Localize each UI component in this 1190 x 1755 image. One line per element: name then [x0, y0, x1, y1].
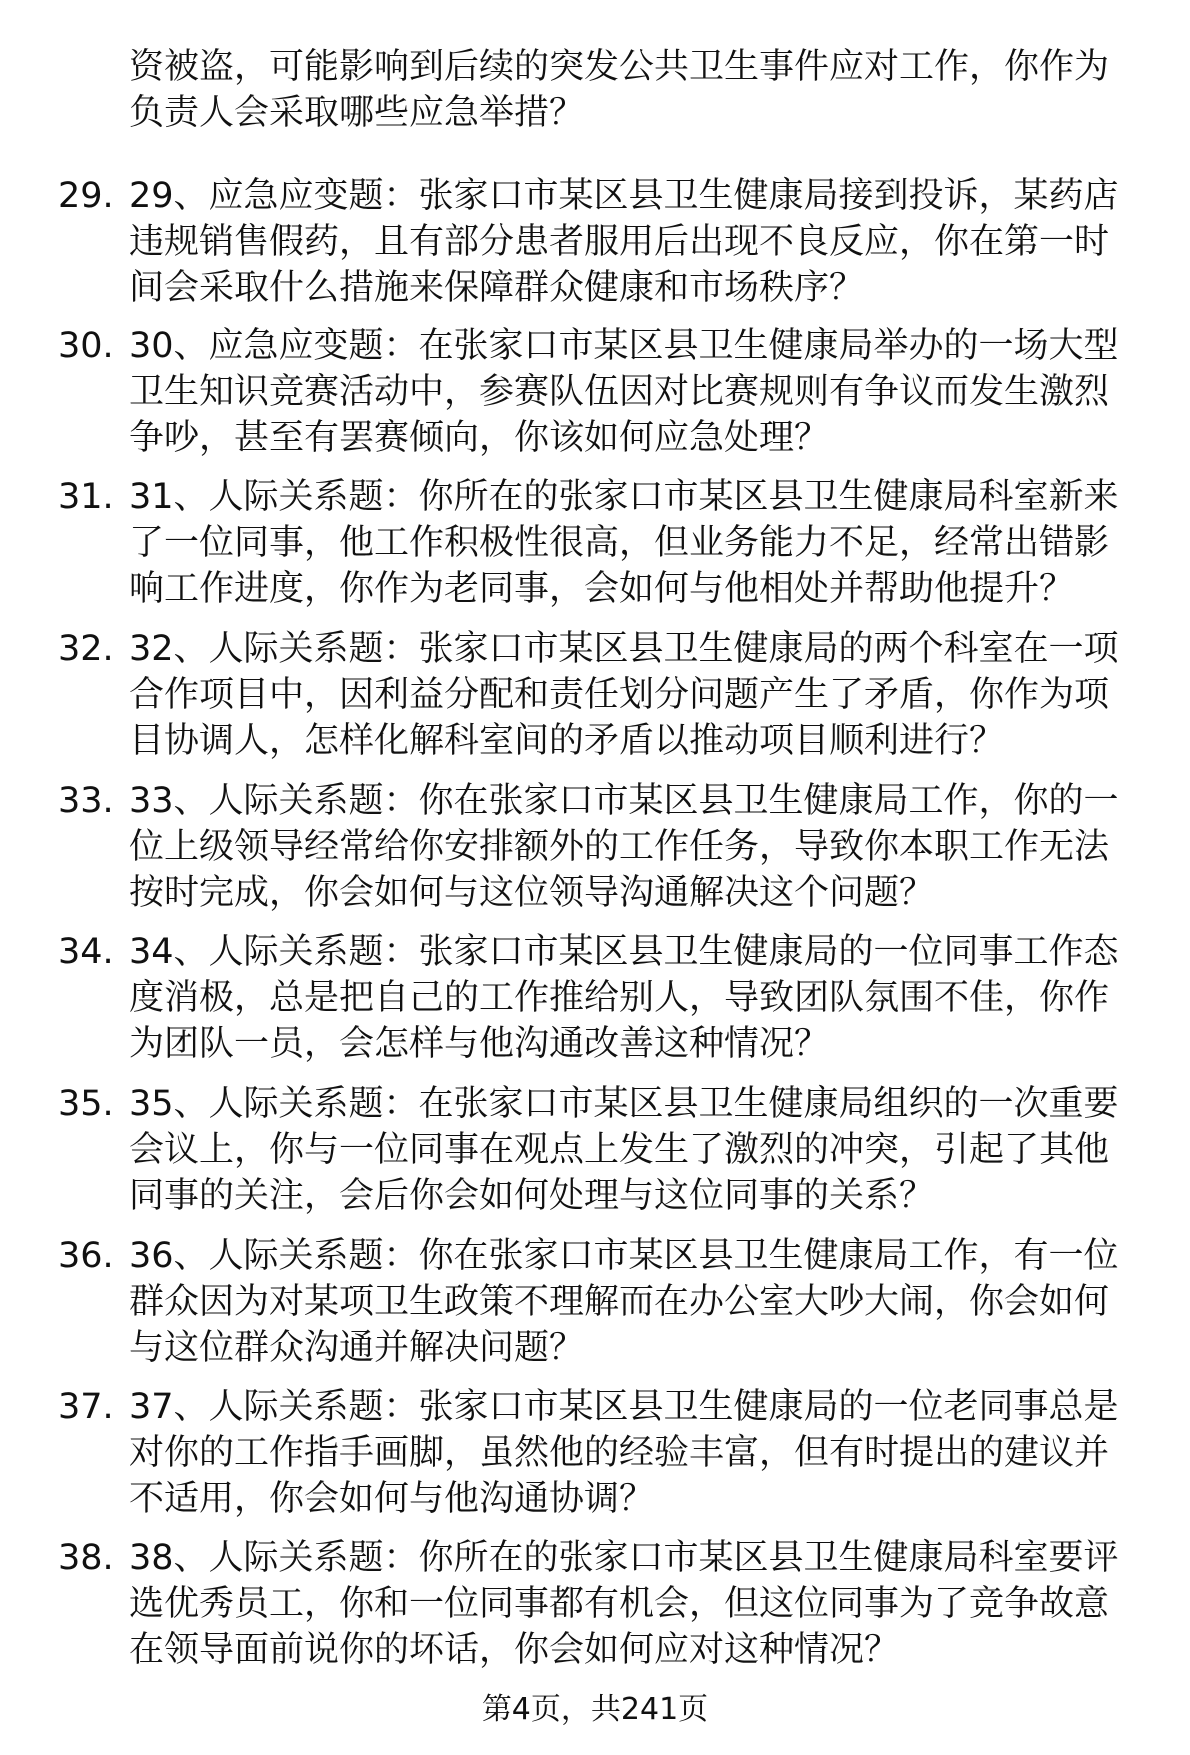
question-number: 30. [58, 326, 114, 366]
question-text: 35、人际关系题：在张家口市某区县卫生健康局组织的一次重要 会议上，你与一位同事在观点上发生了激烈的冲突，引起了其他 同事的关注，会后你会如何处理与这位同事的关系？ [129, 1084, 1119, 1216]
question-text: 30、应急应变题：在张家口市某区县卫生健康局举办的一场大型 卫生知识竞赛活动中，参赛队伍因对比赛规则有争议而发生激烈 争吵，甚至有罢赛倾向，你该如何应急处理？ [129, 326, 1119, 458]
question-text: 37、人际关系题：张家口市某区县卫生健康局的一位老同事总是 对你的工作指手画脚，虽然他的经验丰富，但有时提出的建议并 不适用，你会如何与他沟通协调？ [129, 1387, 1119, 1519]
question-number: 36. [58, 1236, 114, 1276]
continued-question-text: 资被盗，可能影响到后续的突发公共卫生事件应对工作，你作为 负责人会采取哪些应急举措？ [129, 47, 1110, 133]
question-text: 31、人际关系题：你所在的张家口市某区县卫生健康局科室新来 了一位同事，他工作积极性很高，但业务能力不足，经常出错影 响工作进度，你作为老同事，会如何与他相处并帮助他提升？ [129, 477, 1119, 609]
question-number: 35. [58, 1084, 114, 1124]
question-text: 38、人际关系题：你所在的张家口市某区县卫生健康局科室要评 选优秀员工，你和一位同事都有机会，但这位同事为了竞争故意 在领导面前说你的坏话，你会如何应对这种情况？ [129, 1538, 1119, 1670]
question-number: 29. [58, 176, 114, 216]
page-footer: 第4页，共241页 [481, 1692, 709, 1727]
question-number: 31. [58, 477, 114, 517]
question-text: 34、人际关系题：张家口市某区县卫生健康局的一位同事工作态 度消极，总是把自己的工作推给别人，导致团队氛围不佳，你作 为团队一员，会怎样与他沟通改善这种情况？ [129, 932, 1119, 1064]
question-number: 38. [58, 1538, 114, 1578]
question-text: 29、应急应变题：张家口市某区县卫生健康局接到投诉，某药店 违规销售假药，且有部分患者服用后出现不良反应，你在第一时 间会采取什么措施来保障群众健康和市场秩序？ [129, 176, 1119, 308]
question-number: 33. [58, 781, 114, 821]
question-text: 33、人际关系题：你在张家口市某区县卫生健康局工作，你的一 位上级领导经常给你安排额外的工作任务，导致你本职工作无法 按时完成，你会如何与这位领导沟通解决这个问题？ [129, 781, 1119, 913]
question-number: 34. [58, 932, 114, 972]
question-number: 32. [58, 629, 114, 669]
question-text: 36、人际关系题：你在张家口市某区县卫生健康局工作，有一位 群众因为对某项卫生政策不理解而在办公室大吵大闹，你会如何 与这位群众沟通并解决问题？ [129, 1236, 1119, 1368]
question-text: 32、人际关系题：张家口市某区县卫生健康局的两个科室在一项 合作项目中，因利益分配和责任划分问题产生了矛盾，你作为项 目协调人，怎样化解科室间的矛盾以推动项目顺利进行？ [129, 629, 1119, 761]
question-number: 37. [58, 1387, 114, 1427]
